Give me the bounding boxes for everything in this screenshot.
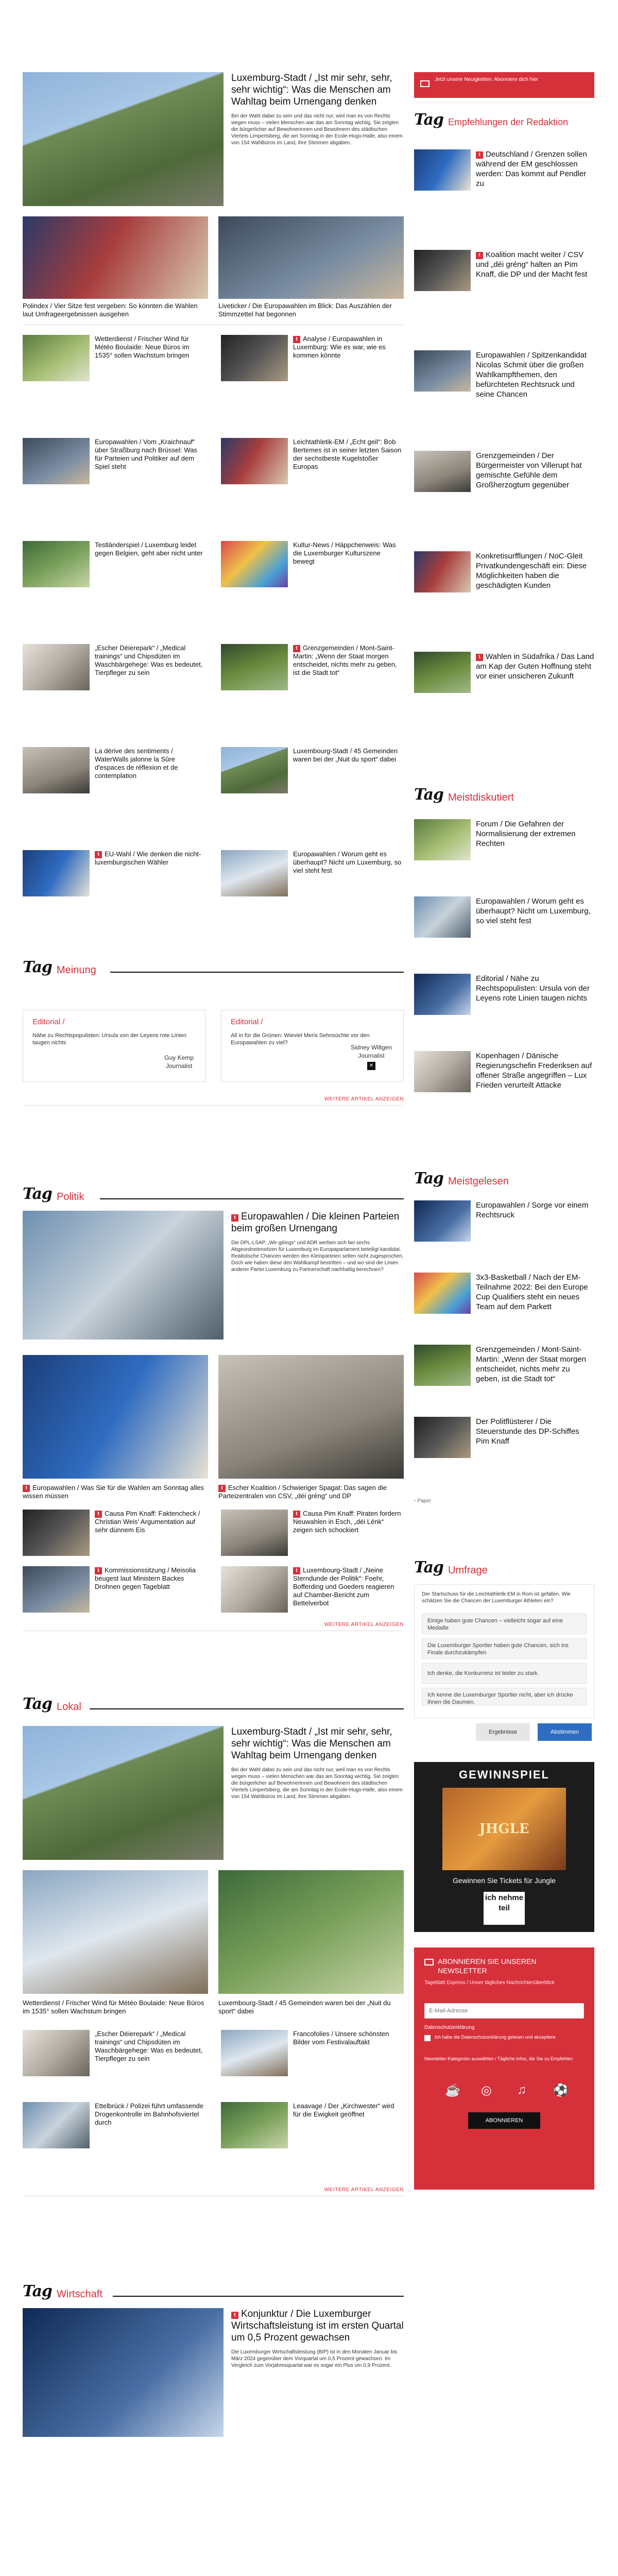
sidebar-story[interactable] [414, 1273, 594, 1340]
story-title[interactable]: t Causa Pim Knaff: Faktencheck / Christian Weis' Argumentation auf sehr dünnem Eis [95, 1510, 200, 1534]
author-role: Journalist [358, 1052, 385, 1059]
lead-story[interactable] [23, 2308, 404, 2442]
lead-story[interactable] [23, 1726, 404, 1865]
story-title[interactable]: t Causa Pim Knaff: Piraten fordern Neuwahlen in Esch, „déi Lénk“ zeigen sich schockiert [293, 1510, 401, 1534]
story-image [23, 216, 208, 299]
newsletter-desc: Tageblatt Express / Unser tägliches Nachrichtenüberblick [424, 1980, 555, 1986]
author-role: Journalist [165, 1062, 193, 1070]
premium-icon: t [293, 1511, 300, 1518]
tag-logo: Tag [23, 958, 52, 976]
lead-story-teaser: Die Luxemburger Wirtschaftsleistung (BIP) ist in den Monaten Januar bis März 2024 gegenüber dem Vorquartal um 0,5 Prozent gewachsen. Im Vergleich zum Vorjahresquartal war es sogar ein Plus um 0,9 Prozent. [231, 2349, 398, 2368]
story-image [414, 974, 471, 1015]
privacy-check-label: Ich habe die Datenschutzerklärung gelesen und akzeptiere [435, 2035, 556, 2040]
privacy-heading: Datenschutzerklärung [424, 2025, 475, 2030]
story-title[interactable]: t EU-Wahl / Wie denken die nicht-luxemburgischen Wähler [95, 850, 201, 866]
story-card[interactable] [23, 438, 205, 531]
opinion-author [351, 1043, 392, 1070]
section-header-lokal [23, 1695, 404, 1716]
coffee-icon[interactable]: ☕ [445, 2083, 460, 2097]
story-title[interactable]: t Grenzgemeinden / Mont-Saint-Martin: „Wenn der Staat morgen entscheidet, nichts mehr zu geben, ist die Stadt tot“ [293, 644, 397, 676]
newsletter-topics-label: Newsletter-Kategorien auswählen / Tägliche Infos, die Sie zu Empfehlen [424, 2056, 573, 2061]
story-title[interactable]: Europawahlen / Sorge vor einem Rechtsruck [476, 1201, 589, 1219]
newsletter-box [414, 1947, 594, 2190]
story-card[interactable] [221, 644, 404, 737]
newsletter-subscribe-button[interactable]: ABONNIEREN [468, 2112, 540, 2129]
divider [23, 1105, 404, 1106]
story-image [221, 335, 288, 381]
globe-icon[interactable]: ◎ [481, 2083, 492, 2097]
premium-icon: t [293, 1567, 300, 1574]
sidebar-story[interactable] [414, 896, 594, 969]
section-name[interactable]: Lokal [57, 1701, 81, 1713]
story-card[interactable] [221, 2102, 404, 2164]
lead-story-image [23, 72, 224, 206]
divider [110, 972, 404, 973]
story-card[interactable] [23, 1566, 205, 1613]
story-card[interactable] [23, 1510, 205, 1556]
story-title[interactable]: Der Politflüsterer / Die Steuerstunde des DP-Schiffes Pim Knaff [476, 1417, 579, 1446]
premium-icon: t [476, 252, 483, 259]
story-image [218, 1870, 404, 1994]
story-image [414, 896, 471, 938]
story-title[interactable]: Kultur-News / Häppchenweis: Was die Luxemburger Kulturszene bewegt [293, 541, 396, 565]
premium-icon: t [293, 645, 300, 652]
sidebar-story[interactable] [414, 819, 594, 891]
sidebar-story[interactable] [414, 652, 594, 747]
story-title[interactable]: t Europawahlen / Was Sie für die Wahlen am Sonntag alles wissen müssen [23, 1484, 204, 1500]
sidebar-story[interactable] [414, 1345, 594, 1412]
tag-logo: Tag [23, 2282, 52, 2300]
subscribe-banner-text: Jetzt unsere Neuigkeiten: Abonniere dich hier [435, 77, 539, 82]
story-title[interactable]: Europawahlen / Worum geht es überhaupt? Nicht um Luxemburg, so viel steht fest [293, 850, 402, 874]
story-title[interactable]: Wetterdienst / Frischer Wind für Météo Boulaide: Neue Büros im 1535° sollen Wachstum bringen [95, 335, 190, 359]
newsletter-title: ABONNIEREN SIE UNSEREN NEWSLETTER [438, 1957, 537, 1975]
premium-icon: t [218, 1485, 226, 1492]
story-title[interactable]: Luxembourg-Stadt / 45 Gemeinden waren bei der „Nuit du sport“ dabei [218, 1999, 391, 2015]
story-title[interactable]: Konkretisurfflungen / NoC-Gleit Privatkundengeschäft ein: Diese Möglichkeiten haben die geschädigten Kunden [476, 552, 587, 590]
section-name[interactable]: Meistdiskutiert [448, 792, 514, 803]
sidebar-story[interactable] [414, 551, 594, 647]
poll-option[interactable]: Ich denke, die Konkurrenz ist leider zu stark. [422, 1663, 587, 1684]
story-title[interactable]: Leichtathletik-EM / „Echt geil“: Bob Bertemes ist in seiner letzten Saison der sechstbeste Kugelstoßer Europas [293, 438, 402, 470]
story-image [218, 1355, 404, 1479]
participate-badge[interactable]: ich nehme teil [484, 1892, 525, 1925]
sport-icon[interactable]: ⚽ [553, 2083, 569, 2097]
story-card[interactable] [23, 1870, 208, 2020]
lead-story[interactable] [23, 1211, 404, 1345]
divider [113, 2296, 404, 2297]
lead-story-teaser: Bei der Wahl dabei zu sein und das nicht nur, weil man es von Rechts wegen muss – vielen Menschen war das am Sonntag wichtig. Sie zeigten die bürgerlicher auf Bewohnerinnen und Bewohnern des städtischen Viertels Limpertsberg, die am Sonntag in der Ecole-Hugo-Halle, also einem von 154 Wahlbüros im Land, ihre Stimmen abgaben. [231, 1767, 403, 1800]
tag-logo: Tag [414, 111, 443, 129]
story-image [414, 1345, 471, 1386]
story-card[interactable] [23, 216, 208, 318]
story-image [23, 2102, 90, 2148]
story-image [221, 850, 288, 896]
story-title[interactable]: Ettelbrück / Polizei führt umfassende Drogenkontrolle im Bahnhofsviertel durch [95, 2102, 203, 2126]
story-title[interactable]: Forum / Die Gefahren der Normalisierung der extremen Rechten [476, 820, 576, 848]
more-articles-link[interactable]: WEITERE ARTIKEL ANZEIGEN [324, 1096, 404, 1102]
lead-story[interactable] [23, 72, 404, 211]
section-name[interactable]: Meistgelesen [448, 1176, 509, 1187]
story-image [23, 1566, 90, 1613]
lead-story-image [23, 1726, 224, 1860]
contest-banner[interactable] [414, 1762, 594, 1932]
story-card[interactable] [221, 850, 404, 943]
section-header-umfrage [414, 1558, 594, 1579]
tag-logo: Tag [23, 1695, 52, 1713]
poll-vote-button[interactable]: Abstimmen [538, 1723, 592, 1741]
newsletter-email-input[interactable] [424, 2003, 584, 2019]
story-title[interactable]: Editorial / Nähe zu Rechtspopulisten: Ursula von der Leyens rote Linien taugen nichts [476, 974, 590, 1003]
poll-results-button[interactable]: Ergebnisse [476, 1723, 530, 1741]
contest-title: GEWINNSPIEL [458, 1768, 550, 1781]
story-image [414, 149, 471, 191]
story-image [218, 216, 404, 299]
tag-logo: Tag [23, 1185, 52, 1203]
section-name[interactable]: Meinung [57, 964, 96, 976]
story-title[interactable]: Testländerspiel / Luxemburg leidet gegen Belgien, geht aber nicht unter [95, 541, 203, 557]
story-card[interactable] [221, 541, 404, 634]
sidebar-story[interactable] [414, 1051, 594, 1123]
poll-option[interactable]: Ich kenne die Luxemburger Sportler nicht, aber ich drücke ihnen die Daumen. [422, 1688, 587, 1705]
story-image [221, 2102, 288, 2148]
opinion-label: Editorial / [231, 1018, 263, 1026]
story-title[interactable]: Wetterdienst / Frischer Wind für Météo Boulaide: Neue Büros im 1535° sollen Wachstum bringen [23, 1999, 204, 2015]
story-image [23, 438, 90, 484]
divider [100, 1198, 404, 1199]
story-title[interactable]: t Deutschland / Grenzen sollen während der EM geschlossen werden: Das kommt auf Pendler zu [476, 150, 587, 188]
story-title[interactable]: t Analyse / Europawahlen in Luxemburg: Wie es war, wie es kommen könnte [293, 335, 386, 359]
premium-icon: t [95, 1511, 102, 1518]
story-card[interactable] [221, 335, 404, 428]
premium-icon: t [293, 336, 300, 343]
story-card[interactable] [23, 644, 205, 737]
headphones-icon[interactable]: ♫ [517, 2083, 526, 2097]
lead-story-teaser: Die DPL-LSAP, „Wir-géings“ und ADR werben sich bei sechs Abgeordnetensitzen für Luxemburg im Europaparlament beteiligt kandidat. Realistische Chancen werden den Kleinparteien selten nicht zugesprochen. Doch wie haben diese den Wahlkampf bestritten – und wo sind die Linien anderer Partei Luxemburg zu Partnerschaft nachhaltig berechnen? [231, 1240, 404, 1273]
story-image [221, 644, 288, 690]
story-image [23, 335, 90, 381]
story-image [414, 1417, 471, 1458]
lead-story-title[interactable]: t Europawahlen / Die kleinen Parteien beim großen Urnengang [231, 1211, 400, 1234]
mail-icon [420, 80, 430, 87]
opinion-title[interactable]: Nähe zu Rechtspopulisten: Ursula von der Leyens rote Linien taugen nichts [32, 1032, 187, 1046]
premium-icon: t [231, 1214, 238, 1222]
story-title[interactable]: t Koalition macht weiter / CSV und „déi gréng“ halten an Pim Knaff, die DP und der Macht fest [476, 250, 588, 279]
sidebar-story[interactable] [414, 149, 594, 245]
story-card[interactable] [23, 2102, 205, 2164]
story-title[interactable]: Grenzgemeinden / Mont-Saint-Martin: „Wenn der Staat morgen entscheidet, nichts mehr zu geben, ist die Stadt tot“ [476, 1345, 586, 1383]
premium-icon: t [476, 151, 483, 159]
story-image [414, 819, 471, 860]
story-card[interactable] [218, 1870, 404, 2020]
story-card[interactable] [218, 216, 404, 318]
section-header-meinung [23, 958, 404, 979]
story-title[interactable]: Francofolies / Unsere schönsten Bilder vom Festivalauftakt [293, 2030, 389, 2046]
story-title[interactable]: t Luxembourg-Stadt / „Neine Sterndunde der Politik“: Foehr, Bofferding und Goeders reagieren auf Chamber-Bericht zum Bettelverbot [293, 1566, 394, 1607]
section-name[interactable]: Politik [57, 1191, 84, 1202]
premium-icon: t [23, 1485, 30, 1492]
story-image [414, 1273, 471, 1314]
story-image [23, 1510, 90, 1556]
story-image [414, 250, 471, 291]
story-title[interactable]: Polindex / Vier Sitze fest vergeben: So könnten die Wahlen laut Umfrageergebnissen ausgehen [23, 302, 198, 318]
story-title[interactable]: Kopenhagen / Dänische Regierungschefin Frederiksen auf offener Straße angegriffen – Lux Frieden verurteilt Attacke [476, 1052, 592, 1090]
story-title[interactable]: La dérive des sentiments / WaterWalls jalonne la Sûre d'espaces de réflexion et de contemplation [95, 747, 178, 779]
story-card[interactable] [23, 2030, 205, 2092]
lead-story-teaser: Bei der Wahl dabei zu sein und das nicht nur, weil man es von Rechts wegen muss – vielen Menschen war das am Sonntag wichtig. Sie zeigten die bürgerlicher auf Bewohnerinnen und Bewohnern des städtischen Viertels Limpertsberg, die am Sonntag in der Ecole-Hugo-Halle, also einem von 154 Wahlbüros im Land, ihre Stimmen abgaben. [231, 113, 403, 146]
story-image [23, 1870, 208, 1994]
section-name[interactable]: Umfrage [448, 1565, 488, 1576]
privacy-checkbox[interactable] [424, 2035, 431, 2041]
newsletter-topic-icons [424, 2079, 584, 2105]
section-header-politik [23, 1185, 404, 1206]
story-image [414, 1051, 471, 1092]
story-card[interactable] [221, 747, 404, 840]
divider [90, 1708, 404, 1709]
story-image [221, 747, 288, 793]
story-card[interactable] [218, 1355, 404, 1499]
story-title[interactable]: Luxembourg-Stadt / 45 Gemeinden waren bei der „Nuit du sport“ dabei [293, 747, 398, 763]
story-image [414, 350, 471, 392]
story-title[interactable]: „Escher Déierepark“ / „Medical trainings“ und Chipsdüten im Waschbärgehege: Was es bedeutet, Tierpfleger zu sein [95, 2030, 203, 2062]
story-image [23, 850, 90, 896]
premium-icon: t [231, 2312, 238, 2319]
story-image [414, 1200, 471, 1242]
lead-story-title[interactable]: Luxemburg-Stadt / „Ist mir sehr, sehr, sehr wichtig“: Was die Menschen am Wahltag beim Urnengang denken [231, 73, 392, 107]
sidebar-story[interactable] [414, 451, 594, 546]
story-title[interactable]: 3x3-Basketball / Nach der EM-Teilnahme 2022: Bei den Europe Cup Qualifiers steht ein neues Team auf dem Parkett [476, 1273, 588, 1311]
opinion-card[interactable] [221, 1010, 404, 1082]
story-image [221, 438, 288, 484]
poll-box [414, 1584, 594, 1718]
sidebar-story[interactable] [414, 350, 594, 446]
lead-story-title[interactable]: Luxemburg-Stadt / „Ist mir sehr, sehr, sehr wichtig“: Was die Menschen am Wahltag beim Urnengang denken [231, 1726, 392, 1761]
sidebar-story[interactable] [414, 1200, 594, 1267]
poll-question: Der Startschuss für die Leichtathletik-EM in Rom ist gefallen. Wie schätzen Sie die Chancen der Luxemburger Athleten ein? [422, 1591, 571, 1604]
story-image [23, 541, 90, 587]
story-image [221, 541, 288, 587]
story-card[interactable] [23, 850, 205, 943]
x-icon[interactable]: ✕ [367, 1062, 375, 1070]
sidebar-story[interactable] [414, 974, 594, 1046]
story-card[interactable] [23, 747, 205, 840]
story-image [221, 1566, 288, 1613]
premium-icon: t [95, 851, 102, 858]
story-image [23, 2030, 90, 2076]
story-card[interactable] [23, 541, 205, 634]
story-image [414, 451, 471, 492]
opinion-author [164, 1054, 194, 1070]
poll-option[interactable]: Einige haben gute Chancen – vielleicht sogar auf eine Medaille [422, 1614, 587, 1634]
story-image [221, 2030, 288, 2076]
story-title[interactable]: Europawahlen / Worum geht es überhaupt? Nicht um Luxemburg, so viel steht fest [476, 897, 591, 925]
sidebar-story[interactable] [414, 250, 594, 345]
tag-logo: Tag [414, 1558, 443, 1577]
paper-image-placeholder: ▫ Paper [414, 1498, 432, 1504]
story-title[interactable]: „Escher Déierepark“ / „Medical trainings“ und Chipsdüten im Waschbärgehege: Was es bedeutet, Tierpfleger zu sein [95, 644, 203, 676]
story-image [221, 1510, 288, 1556]
tag-logo: Tag [414, 786, 443, 804]
broken-image-icon: ▫ [414, 1498, 416, 1504]
more-articles-link[interactable]: WEITERE ARTIKEL ANZEIGEN [324, 2187, 404, 2193]
premium-icon: t [95, 1567, 102, 1574]
opinion-card[interactable] [23, 1010, 205, 1082]
section-name[interactable]: Wirtschaft [57, 2289, 102, 2300]
story-image [23, 644, 90, 690]
opinion-label: Editorial / [32, 1018, 65, 1026]
story-card[interactable] [23, 335, 205, 428]
author-name: Sidney Wiltgen [350, 1044, 392, 1051]
story-title[interactable]: Grenzgemeinden / Der Bürgermeister von Villerupt hat gemischte Gefühle dem Großherzogtum gegenüber [476, 451, 582, 489]
story-image [23, 747, 90, 793]
story-image [23, 1355, 208, 1479]
story-title[interactable]: t Escher Koalition / Schwieriger Spagat: Das sagen die Parteizentralen von CSV, „déi gréng“ und DP [218, 1484, 387, 1500]
author-name: Guy Kemp [164, 1054, 194, 1061]
lead-story-image [23, 1211, 224, 1340]
story-image [414, 652, 471, 693]
story-title[interactable]: Europawahlen / Vom „Kraichnauf“ über Straßburg nach Brüssel: Was für Parteien und Politiker auf dem Spiel steht [95, 438, 197, 470]
story-card[interactable] [221, 2030, 404, 2092]
story-title[interactable]: t Kommissionssitzung / Meisolia beugest laut Ministern Backes Drohnen gegen Tageblatt [95, 1566, 196, 1590]
story-card[interactable] [221, 1510, 404, 1556]
section-header-wirtschaft [23, 2282, 404, 2303]
story-card[interactable] [221, 1566, 404, 1613]
section-header-meistdiskutiert [414, 786, 594, 806]
story-image [414, 551, 471, 592]
page [23, 0, 594, 2576]
opinion-title[interactable]: All in für die Grünen: Wieviel Meris Sehnsüchte vor den Europawahlen zu viel? [231, 1032, 370, 1046]
section-name[interactable]: Empfehlungen der Redaktion [448, 117, 569, 127]
section-header-meistgelesen [414, 1170, 594, 1190]
tag-logo: Tag [414, 1170, 443, 1188]
story-card[interactable] [23, 1355, 208, 1499]
sidebar-story[interactable] [414, 1417, 594, 1484]
story-title[interactable]: Liveticker / Die Europawahlen im Blick: Das Auszählen der Stimmzettel hat begonnen [218, 302, 392, 318]
lead-story-title[interactable]: t Konjunktur / Die Luxemburger Wirtschaftsleistung ist im ersten Quartal um 0,5 Prozent gewachsen [231, 2309, 404, 2343]
subscribe-banner[interactable] [414, 72, 594, 98]
lead-story-image [23, 2308, 224, 2437]
poll-option[interactable]: Die Luxemburger Sportler haben gute Chancen, sich ins Finale durchzukämpfen [422, 1638, 587, 1659]
more-articles-link[interactable]: WEITERE ARTIKEL ANZEIGEN [324, 1622, 404, 1628]
story-title[interactable]: t Wahlen in Südafrika / Das Land am Kap der Guten Hoffnung steht vor einer unsicheren Zukunft [476, 652, 594, 681]
story-title[interactable]: Europawahlen / Spitzenkandidat Nicolas Schmit über die großen Wahlkampfthemen, den befürchteten Rechtsruck und seine Chancen [476, 351, 587, 399]
contest-poster: JHGLE [442, 1788, 566, 1870]
contest-caption: Gewinnen Sie Tickets für Jungle [453, 1876, 556, 1885]
mail-icon [424, 1959, 434, 1965]
story-title[interactable]: Leaavage / Der „Kirchwester“ wird für die Ewigkeit geöffnet [293, 2102, 394, 2118]
story-card[interactable] [221, 438, 404, 531]
section-header-empfehlungen [414, 111, 594, 131]
premium-icon: t [476, 654, 483, 661]
